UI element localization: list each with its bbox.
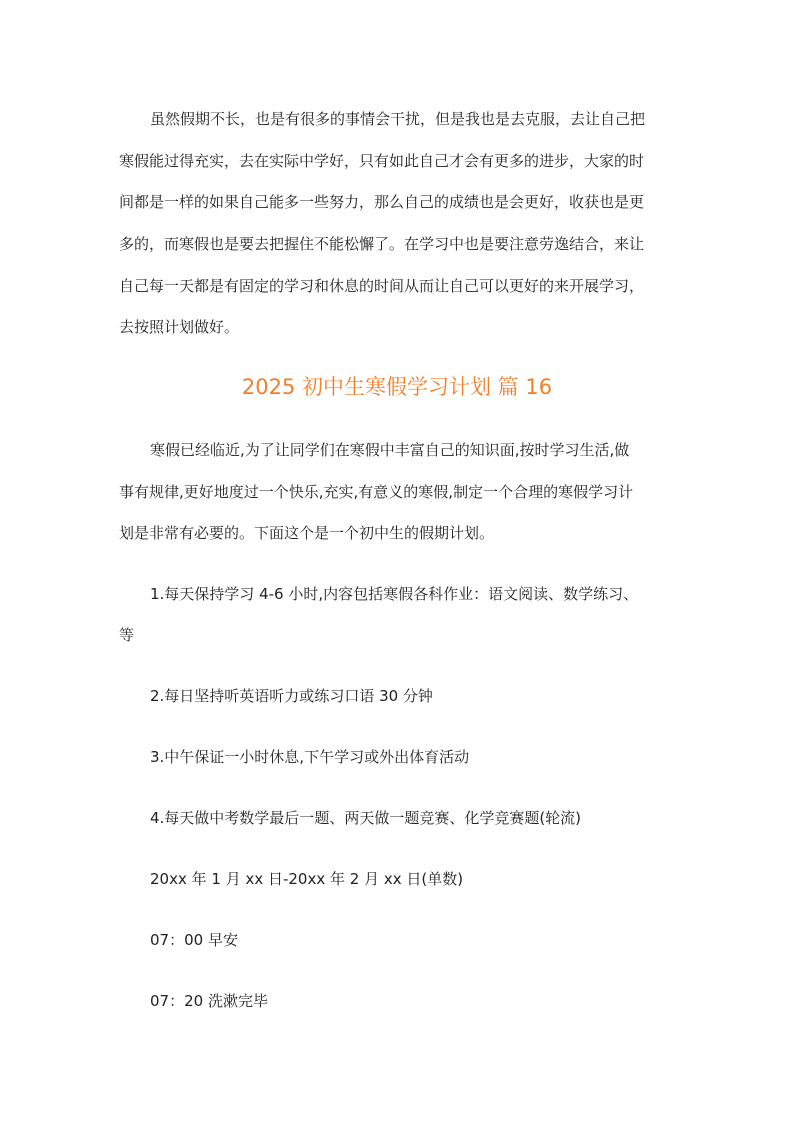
date-range: 20xx 年 1 月 xx 日-20xx 年 2 月 xx 日(单数) bbox=[150, 870, 464, 888]
intro-line-1: 虽然假期不长，也是有很多的事情会干扰，但是我也是去克服，去让自己把 bbox=[150, 110, 646, 128]
item-4: 4.每天做中考数学最后一题、两天做一题竞赛、化学竞赛题(轮流) bbox=[150, 809, 582, 827]
intro-line-3: 间都是一样的如果自己能多一些努力，那么自己的成绩也是会更好，收获也是更 bbox=[119, 193, 645, 211]
intro-line-4: 多的，而寒假也是要去把握住不能松懈了。在学习中也是要注意劳逸结合，来让 bbox=[119, 235, 645, 253]
intro-line-6: 去按照计划做好。 bbox=[119, 318, 240, 336]
schedule-entry-2: 07：20 洗漱完毕 bbox=[150, 992, 268, 1010]
item-1-line-1: 1.每天保持学习 4-6 小时,内容包括寒假各科作业：语文阅读、数学练习、 bbox=[150, 585, 639, 603]
item-2: 2.每日坚持听英语听力或练习口语 30 分钟 bbox=[150, 687, 433, 705]
section-title: 2025 初中生寒假学习计划 篇 16 bbox=[241, 375, 553, 399]
item-1-line-2: 等 bbox=[119, 626, 135, 644]
intro-line-5: 自己每一天都是有固定的学习和休息的时间从而让自己可以更好的来开展学习， bbox=[119, 277, 645, 295]
para-line-3: 划是非常有必要的。下面这个是一个初中生的假期计划。 bbox=[119, 524, 495, 542]
para-line-1: 寒假已经临近,为了让同学们在寒假中丰富自己的知识面,按时学习生活,做 bbox=[150, 441, 630, 459]
item-3: 3.中午保证一小时休息,下午学习或外出体育活动 bbox=[150, 748, 470, 766]
para-line-2: 事有规律,更好地度过一个快乐,充实,有意义的寒假,制定一个合理的寒假学习计 bbox=[119, 483, 634, 501]
schedule-entry-1: 07：00 早安 bbox=[150, 931, 238, 949]
intro-line-2: 寒假能过得充实，去在实际中学好，只有如此自己才会有更多的进步，大家的时 bbox=[119, 152, 645, 170]
